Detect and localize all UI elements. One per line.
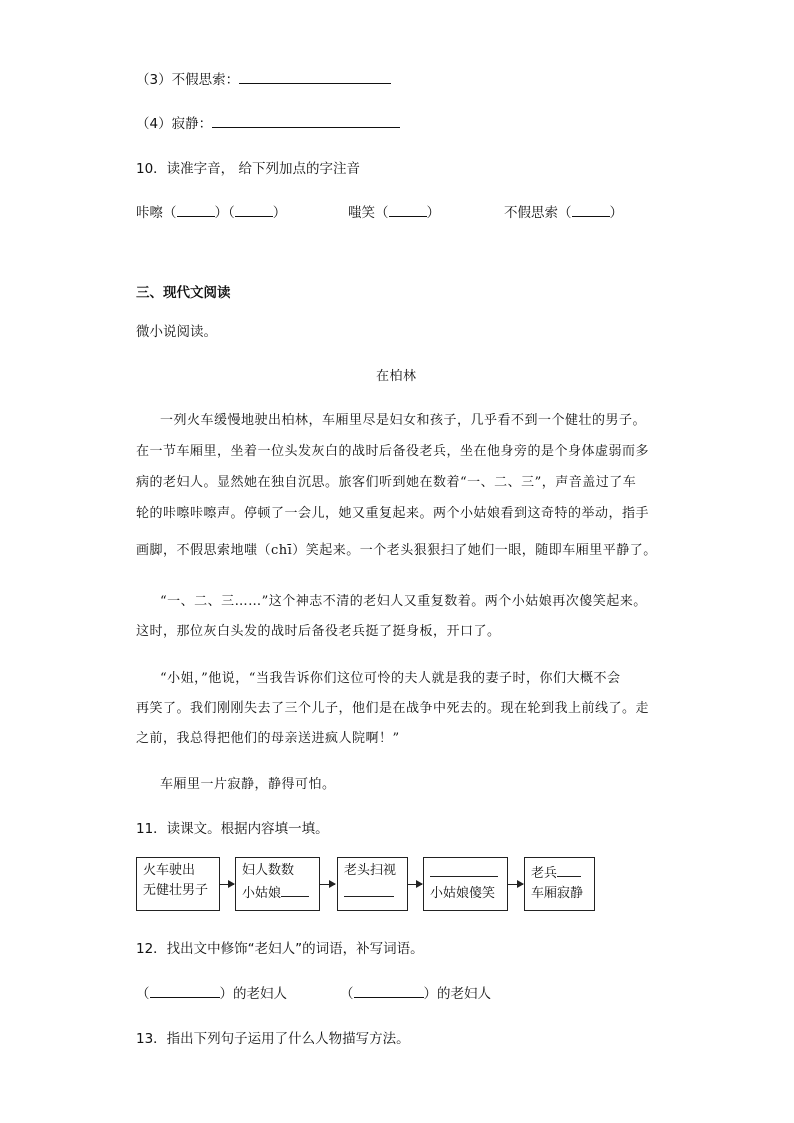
- q10-word-2-blank[interactable]: [389, 202, 427, 217]
- story-line-1: 一列火车缓慢地驶出柏林，车厢里尽是妇女和孩子，几乎看不到一个健壮的男子。: [160, 413, 647, 428]
- q13-title: 13．指出下列句子运用了什么人物描写方法。: [136, 1031, 410, 1047]
- q12-fill-1-blank[interactable]: [150, 983, 220, 998]
- q12-fill-2-suffix: 的老妇人: [437, 986, 491, 1002]
- story-line-11: 车厢里一片寂静，静得可怕。: [160, 777, 336, 792]
- q11-box-5-label: 老兵: [531, 866, 558, 881]
- q11-box-5-line-1: [531, 861, 588, 884]
- q10-word-2-text: 嗤笑: [348, 205, 375, 221]
- q12-title: 12．找出文中修饰“老妇人”的词语，补写词语。: [136, 941, 424, 957]
- q12-fill-1-suffix: 的老妇人: [233, 986, 287, 1002]
- q11-box-5-blank[interactable]: [557, 861, 581, 877]
- story-line-2: 在一节车厢里，坐着一位头发灰白的战时后备役老兵，坐在他身旁的是个身体虚弱而多: [136, 444, 650, 459]
- q11-box-2-blank[interactable]: [281, 881, 309, 897]
- story-line-8: “小姐，”他说，“当我告诉你们这位可怜的夫人就是我的妻子时，你们大概不会: [160, 671, 621, 686]
- q11-box-2-line-1: 妇人数数: [242, 863, 295, 878]
- story-line-6: “一、二、三……”这个神志不清的老妇人又重复数着。两个小姑娘再次傻笑起来。: [160, 594, 647, 609]
- q9-item-4: [136, 112, 400, 132]
- q11-box-2: [235, 857, 320, 911]
- q11-arrow-1: [220, 884, 234, 885]
- q11-title: 11．读课文。根据内容填一填。: [136, 821, 329, 837]
- q11-box-3-blank[interactable]: [344, 881, 394, 897]
- q11-box-3-line-1: 老头扫视: [344, 863, 397, 878]
- q12-fill-2-open: （: [340, 986, 354, 1002]
- q10-word-3-blank[interactable]: [572, 202, 610, 217]
- q11-box-1: [136, 857, 220, 911]
- q10-word-1-blank-1[interactable]: [177, 202, 215, 217]
- q9-item-4-blank[interactable]: [212, 113, 400, 128]
- q11-box-4-blank[interactable]: [430, 861, 498, 877]
- q12-fill-2: [340, 982, 491, 1002]
- q11-box-5-line-2: 车厢寂静: [531, 886, 584, 901]
- q11-box-4-line-1: [430, 861, 501, 884]
- q12-fill-2-close: ）: [423, 986, 437, 1002]
- q10-word-1: 咔嚓（ ）（ ）: [136, 201, 286, 221]
- q10-word-1-text: 咔嚓: [136, 205, 163, 221]
- q10-title: 10．读准字音， 给下列加点的字注音: [136, 161, 360, 177]
- q10-word-3: 不假思索（ ）: [504, 201, 623, 221]
- q12-fill-1-close: ）: [219, 986, 233, 1002]
- q10-word-2: 嗤笑（ ）: [348, 201, 440, 221]
- q9-item-3-blank[interactable]: [239, 69, 391, 84]
- q11-box-4-line-2: 小姑娘傻笑: [430, 886, 496, 901]
- q11-box-5: [524, 857, 595, 911]
- story-line-9: 再笑了。我们刚刚失去了三个儿子，他们是在战争中死去的。现在轮到我上前线了。走: [136, 701, 650, 716]
- q11-arrow-2: [320, 884, 335, 885]
- story-line-3: 病的老妇人。显然她在独自沉思。旅客们听到她在数着“一、二、三”，声音盖过了车: [136, 475, 637, 490]
- q11-box-1-line-2: 无健壮男子: [143, 883, 209, 898]
- q9-item-3-label: （3）不假思索：: [136, 72, 240, 88]
- q11-arrow-3: [408, 884, 422, 885]
- story-line-4: 轮的咔嚓咔嚓声。停顿了一会儿，她又重复起来。两个小姑娘看到这奇特的举动，指手: [136, 506, 650, 521]
- q9-item-4-label: （4）寂静：: [136, 116, 213, 132]
- story-title: 在柏林: [376, 369, 417, 384]
- q9-item-3: [136, 68, 391, 88]
- q11-box-1-line-1: 火车驶出: [143, 863, 196, 878]
- q12-fill-1: [136, 982, 287, 1002]
- section-intro: 微小说阅读。: [136, 324, 217, 340]
- q10-word-3-text: 不假思索: [504, 205, 558, 221]
- q11-box-3: [337, 857, 408, 911]
- story-line-10: 之前，我总得把他们的母亲送进疯人院啊！”: [136, 731, 400, 746]
- q12-fill-1-open: （: [136, 986, 150, 1002]
- section-heading: 三、现代文阅读: [136, 285, 231, 301]
- q11-box-2-label: 小姑娘: [242, 886, 282, 901]
- q11-arrow-4: [508, 884, 523, 885]
- q11-box-3-line-2: [344, 881, 401, 904]
- story-line-5: 画脚，不假思索地嗤（chī）笑起来。一个老头狠狠扫了她们一眼，随即车厢里平静了。: [136, 543, 657, 558]
- q12-fill-2-blank[interactable]: [354, 983, 424, 998]
- story-line-7: 这时，那位灰白头发的战时后备役老兵挺了挺身板，开口了。: [136, 624, 501, 639]
- q10-word-1-blank-2[interactable]: [235, 202, 273, 217]
- q11-box-4: [423, 857, 508, 911]
- q11-box-2-line-2: [242, 881, 313, 904]
